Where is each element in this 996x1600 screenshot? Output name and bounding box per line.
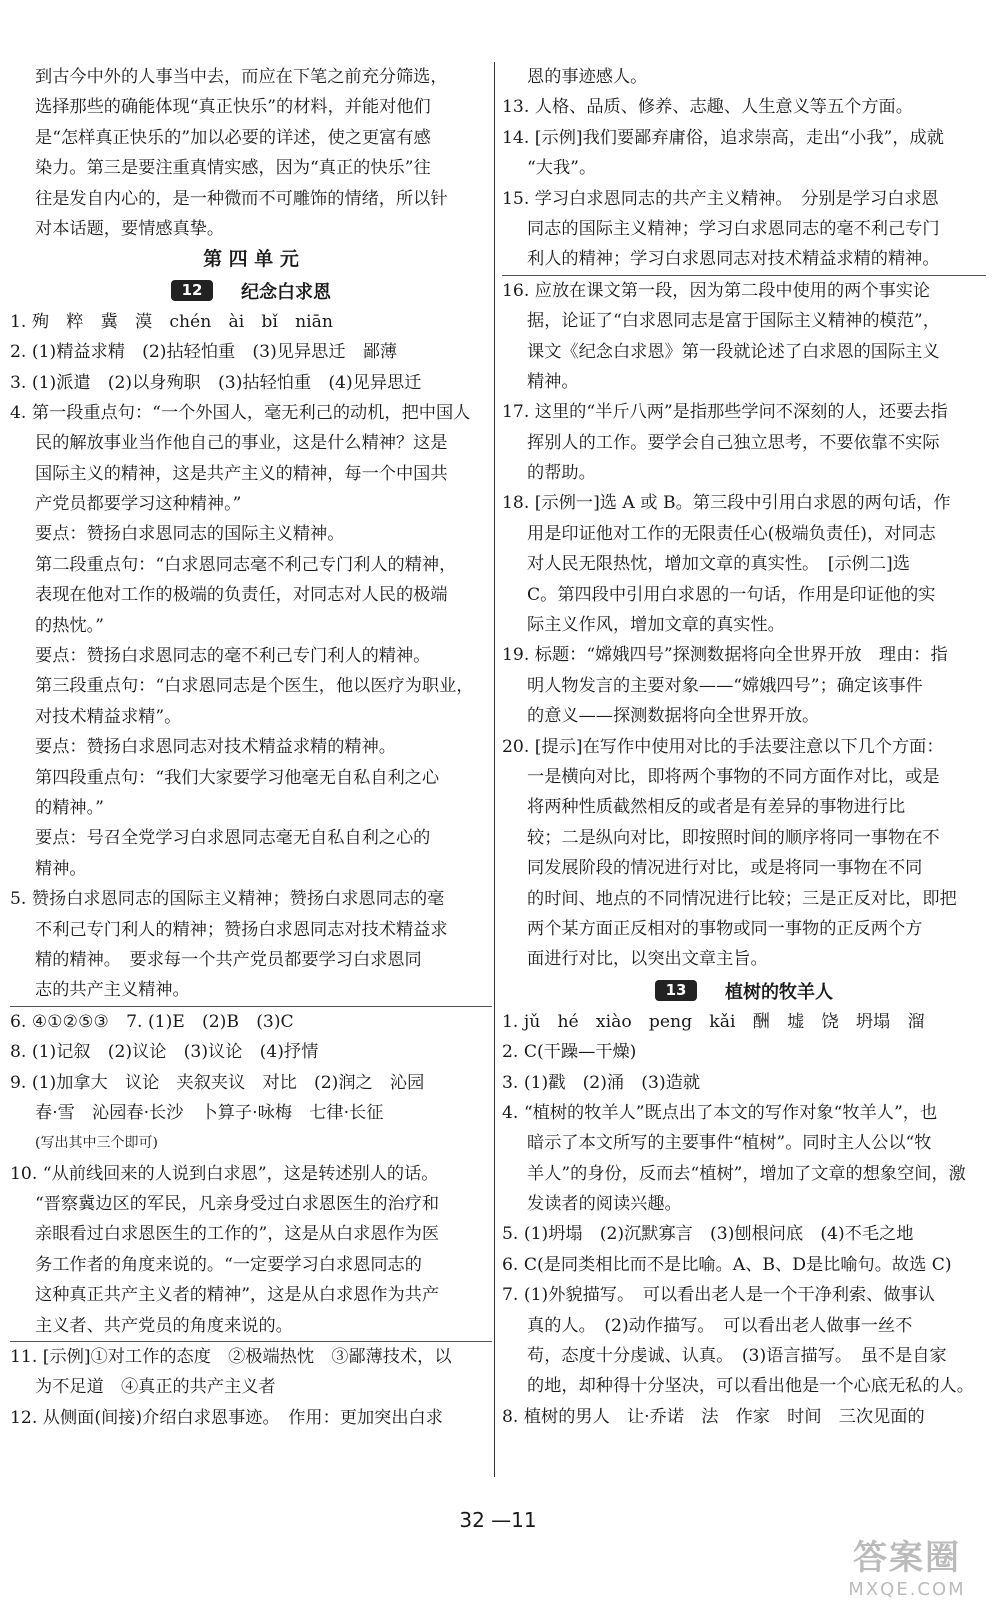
unit-heading: 第 四 单 元 — [203, 248, 299, 271]
answer-line: 要点：赞扬白求恩同志的毫不利己专门利人的精神。 — [35, 646, 431, 667]
answer-line: 20. [提示]在写作中使用对比的手法要注意以下几个方面： — [502, 736, 944, 757]
answer-line: 国际主义的精神，这是共产主义的精神，每一个中国共 — [35, 463, 448, 484]
answer-line: 是“怎样真正快乐的”加以必要的详述，使之更富有感 — [35, 127, 431, 148]
answer-line: 要点：赞扬白求恩同志对技术精益求精的精神。 — [35, 737, 396, 758]
answer-line: 的帮助。 — [527, 463, 596, 484]
answer-line: 这种真正共产主义者的精神”，这是从白求恩作为共产 — [35, 1285, 440, 1306]
answer-line: 12. 从侧面(间接)介绍白求恩事迹。 作用：更加突出白求 — [10, 1407, 443, 1428]
answer-line: 17. 这里的“半斤八两”是指那些学问不深刻的人，还要去指 — [502, 402, 948, 423]
page-number: 32 —11 — [459, 1508, 537, 1532]
answer-line: 第二段重点句：“白求恩同志毫不利己专门利人的精神， — [35, 554, 457, 575]
answer-line: 18. [示例一]选 A 或 B。第三段中引用白求恩的两句话，作 — [502, 493, 951, 514]
answer-line: 14. [示例]我们要鄙弃庸俗，追求崇高，走出“小我”，成就 — [502, 127, 944, 148]
answer-line: 8. (1)记叙 (2)议论 (3)议论 (4)抒情 — [10, 1042, 319, 1063]
lesson-title: 纪念白求恩 — [241, 281, 331, 303]
answer-line: 苟，态度十分虔诚、认真。 (3)语言描写。 虽不是自家 — [527, 1346, 947, 1367]
answer-line: 的精神。” — [35, 797, 104, 818]
answer-line: 选择那些的确能体现“真正快乐”的材料，并能对他们 — [35, 97, 431, 118]
answer-line: 3. (1)派遣 (2)以身殉职 (3)拈轻怕重 (4)见异思迁 — [10, 372, 422, 393]
answer-line: 4. 第一段重点句：“一个外国人，毫无利己的动机，把中国人 — [10, 402, 471, 423]
answer-line: 3. (1)戳 (2)涌 (3)造就 — [502, 1072, 701, 1093]
answer-line: 精神。 — [35, 858, 87, 879]
answer-line: 7. (1)外貌描写。 可以看出老人是一个干净利索、做事认 — [502, 1285, 935, 1306]
answer-line: 19. 标题：“嫦娥四号”探测数据将向全世界开放 理由：指 — [502, 645, 948, 666]
answer-line: 挥别人的工作。要学会自己独立思考，不要依靠不实际 — [527, 432, 940, 453]
answer-line: 面进行对比，以突出文章主旨。 — [527, 949, 768, 970]
answer-line: 同志的国际主义精神；学习白求恩同志的毫不利己专门 — [527, 218, 940, 239]
watermark-text: 答案圈 — [853, 1538, 961, 1578]
answer-line: 主义者、共产党员的角度来说的。 — [35, 1315, 293, 1336]
answer-line: 春·雪 沁园春·长沙 卜算子·咏梅 七律·长征 — [35, 1102, 384, 1123]
answer-line: 发读者的阅读兴趣。 — [527, 1194, 682, 1215]
answer-line: 羊人”的身份，反而去“植树”，增加了文章的想象空间，激 — [527, 1163, 966, 1184]
answer-line: 对本话题，要情感真挚。 — [35, 218, 225, 239]
answer-line: 2. (1)精益求精 (2)拈轻怕重 (3)见异思迁 鄙薄 — [10, 342, 398, 363]
answer-line: 际主义作风，增加文章的真实性。 — [527, 615, 785, 636]
answer-line: 产党员都要学习这种精神。” — [35, 494, 242, 515]
watermark-url: MXQE.COM — [848, 1579, 966, 1600]
answer-line: 明人物发言的主要对象——“嫦娥四号”；确定该事件 — [527, 675, 923, 696]
answer-line: 恩的事迹感人。 — [527, 67, 648, 87]
answer-line: 对人民无限热忱，增加文章的真实性。 [示例二]选 — [527, 554, 910, 575]
answer-line: C。第四段中引用白求恩的一句话，作用是印证他的实 — [527, 584, 936, 605]
answer-line: 15. 学习白求恩同志的共产主义精神。 分别是学习白求恩 — [502, 188, 939, 209]
answer-line: 的地，却种得十分坚决，可以看出他是一个心底无私的人。 — [527, 1376, 974, 1397]
answer-line: 两个某方面正反相对的事物或同一事物的正反两个方 — [527, 918, 923, 939]
answer-line: 暗示了本文所写的主要事件“植树”。同时主人公以“牧 — [527, 1133, 932, 1154]
answer-line: 精神。 — [527, 371, 579, 392]
answer-line: 表现在他对工作的极端的负责任，对同志对人民的极端 — [35, 585, 448, 606]
answer-line: 5. 赞扬白求恩同志的国际主义精神；赞扬白求恩同志的毫 — [10, 889, 445, 910]
answer-line: 要点：赞扬白求恩同志的国际主义精神。 — [35, 524, 345, 545]
watermark-logo — [832, 1530, 982, 1600]
answer-line: 的意义——探测数据将向全世界开放。 — [527, 706, 820, 727]
answer-line: 将两种性质截然相反的或者是有差异的事物进行比 — [527, 797, 906, 818]
answer-line: 8. 植树的男人 让·乔诺 法 作家 时间 三次见面的 — [502, 1406, 925, 1427]
answer-line: 9. (1)加拿大 议论 夹叙夹议 对比 (2)润之 沁园 — [10, 1072, 425, 1093]
answer-line: 染力。第三是要注重真情实感，因为“真正的快乐”往 — [35, 158, 431, 179]
column-divider — [494, 62, 495, 1477]
lesson-heading — [10, 275, 492, 307]
answer-line: 精的精神。 要求每一个共产党员都要学习白求恩同 — [35, 949, 422, 970]
answer-line: 10. “从前线回来的人说到白求恩”，这是转述别人的话。 — [10, 1163, 439, 1184]
answer-line: 不利己专门利人的精神；赞扬白求恩同志对技术精益求 — [35, 919, 448, 940]
answer-line: 对技术精益求精”。 — [35, 706, 182, 727]
answer-line: 用是印证他对工作的无限责任心(极端负责任)，对同志 — [527, 523, 936, 544]
answer-line: 4. “植树的牧羊人”既点出了本文的写作对象“牧羊人”，也 — [502, 1102, 938, 1123]
answer-line: 11. [示例]①对工作的态度 ②极端热忱 ③鄙薄技术，以 — [10, 1347, 452, 1368]
answer-line: 5. (1)坍塌 (2)沉默寡言 (3)刨根问底 (4)不毛之地 — [502, 1224, 914, 1245]
answer-line: 6. ④①②⑤③ 7. (1)E (2)B (3)C — [10, 1011, 294, 1032]
answer-line: 真的人。 (2)动作描写。 可以看出老人做事一丝不 — [527, 1315, 913, 1336]
answer-line: 到古今中外的人事当中去，而应在下笔之前充分筛选， — [35, 67, 448, 87]
lesson-title: 植树的牧羊人 — [725, 981, 833, 1003]
answer-line: 的热忱。” — [35, 615, 104, 636]
answer-line: 利人的精神；学习白求恩同志对技术精益求精的精神。 — [527, 249, 940, 270]
lesson-heading — [502, 975, 986, 1007]
answer-line: 同发展阶段的情况进行对比，或是将同一事物在不同 — [527, 858, 923, 879]
left-column — [10, 62, 492, 1433]
answer-line: “大我”。 — [527, 158, 597, 179]
answer-line: “晋察冀边区的军民，凡亲身受过白求恩医生的治疗和 — [35, 1194, 440, 1215]
answer-line: 务工作者的角度来说的。“一定要学习白求恩同志的 — [35, 1254, 422, 1275]
right-column — [502, 62, 986, 1432]
lesson-number-badge: 12 — [171, 280, 213, 301]
lesson-number-badge: 13 — [655, 980, 697, 1001]
answer-line: 要点：号召全党学习白求恩同志毫无自私自利之心的 — [35, 828, 431, 849]
answer-line: 6. C(是同类相比而不是比喻。A、B、D是比喻句。故选 C) — [502, 1254, 952, 1275]
answer-line: 课文《纪念白求恩》第一段就论述了白求恩的国际主义 — [527, 341, 940, 362]
answer-line: 为不足道 ④真正的共产主义者 — [35, 1377, 276, 1398]
answer-line: 2. C(干躁—干燥) — [502, 1042, 637, 1063]
answer-line: 一是横向对比，即将两个事物的不同方面作对比，或是 — [527, 766, 940, 787]
answer-line: 往是发自内心的，是一种微而不可雕饰的情绪，所以针 — [35, 188, 448, 209]
answer-line: 第三段重点句：“白求恩同志是个医生，他以医疗为职业， — [35, 676, 474, 697]
answer-line: 的时间、地点的不同情况进行比较；三是正反对比，即把 — [527, 888, 957, 909]
answer-line: 亲眼看过白求恩医生的工作的”，这是从白求恩作为医 — [35, 1224, 440, 1245]
answer-line: 较；二是纵向对比，即按照时间的顺序将同一事物在不 — [527, 827, 940, 848]
answer-line: 1. jǔ hé xiào peng kǎi 酬 墟 饶 坍塌 溜 — [502, 1011, 925, 1032]
answer-line: 据，论证了“白求恩同志是富于国际主义精神的模范”， — [527, 311, 940, 332]
answer-line: 志的共产主义精神。 — [35, 980, 190, 1001]
answer-line: 16. 应放在课文第一段，因为第二段中使用的两个事实论 — [502, 280, 931, 301]
answer-line: 1. 殉 粹 冀 漠 chén ài bǐ niān — [10, 311, 333, 332]
answer-line: (写出其中三个即可) — [35, 1135, 158, 1152]
answer-line: 13. 人格、品质、修养、志趣、人生意义等五个方面。 — [502, 97, 913, 118]
answer-line: 民的解放事业当作他自己的事业，这是什么精神？这是 — [35, 433, 448, 454]
answer-line: 第四段重点句：“我们大家要学习他毫无自私自利之心 — [35, 767, 440, 788]
